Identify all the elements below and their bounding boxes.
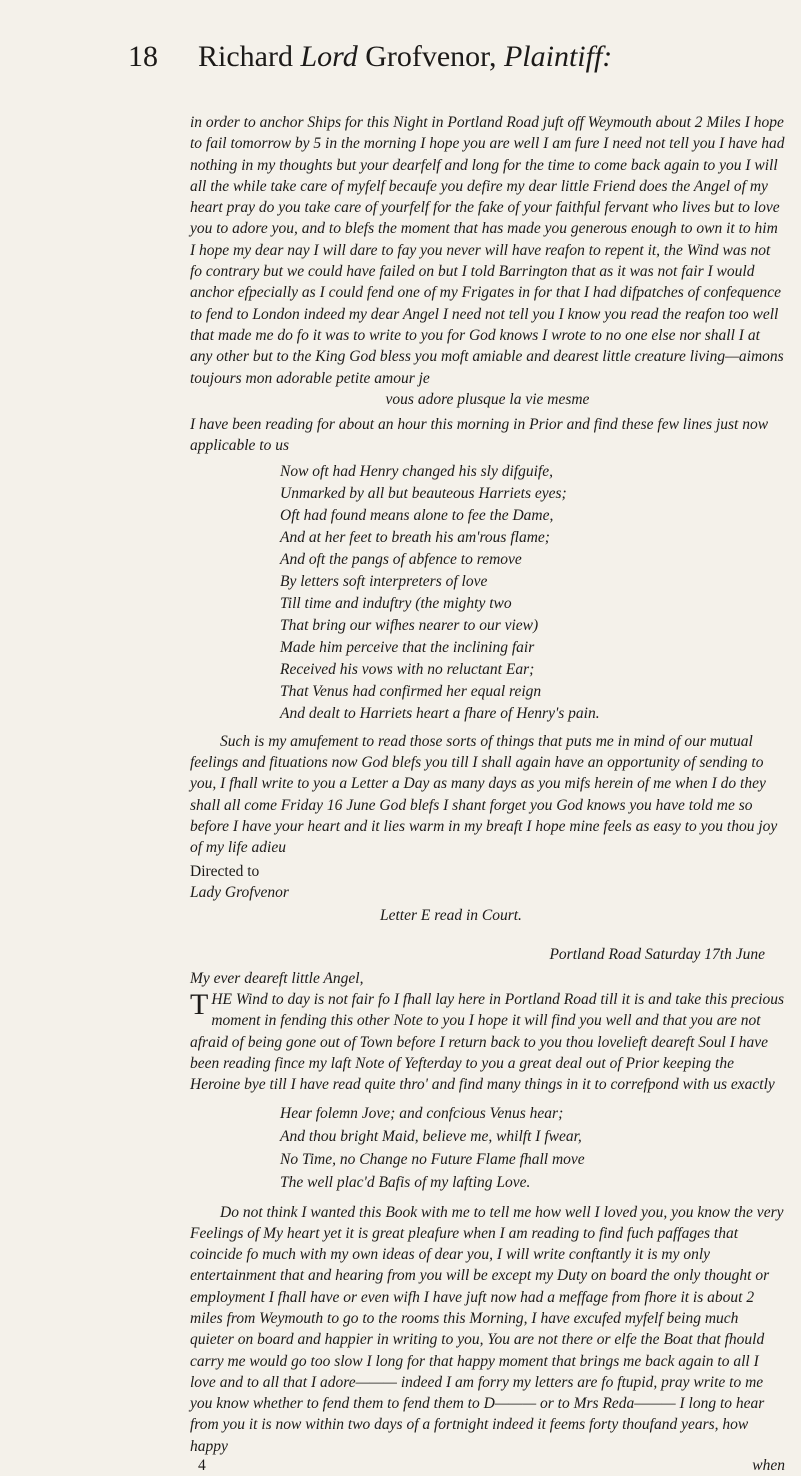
poem-line: That bring our wifhes nearer to our view): [280, 616, 539, 634]
prior-poem: [280, 461, 785, 725]
poem-line: Unmarked by all but beauteous Harriets eyes;: [280, 484, 567, 502]
poem-line: And oft the pangs of abfence to remove: [280, 550, 522, 568]
french-line: vous adore plusque la vie mesme: [385, 390, 590, 408]
drop-cap: T: [190, 988, 209, 1022]
page-body: [190, 112, 785, 1476]
letter-one-intro-poem: I have been reading for about an hour this morning in Prior and find these few lines just now applicable to us: [190, 416, 769, 455]
poem-line: The well plac'd Bafis of my lafting Love.: [280, 1173, 531, 1191]
dateline: Portland Road Saturday 17th June: [549, 946, 765, 964]
letter-one-closing: Such is my amufement to read those sorts of things that puts me in mind of our mutual feelings and fituations now God blefs you till I shall again have an opportunity of sending to you, I fhall write to you a Letter a Day as many days as you mifs herein of me when I do they shall all come Friday 16 June God blefs I shant forget you God knows you have told me so before I have your heart and it lies warm in my breaft I hope mine feels as easy to you thou joy of my life adieu: [190, 732, 778, 857]
page-footer: [190, 1455, 785, 1476]
letter-e-paragraph-text: HE Wind to day is not fair fo I fhall lay here in Portland Road till it is and take this precious moment in fending this other Note to you I hope it will find you well and that you are not afraid of being gone out of Town before I return back to you thou lovelieft deareft Soul I have been reading fince my laft Note of Yefterday to you a great deal out of Prior keeping the Heroine bye till I have read quite thro' and find many things in it to correfpond with us exactly: [190, 991, 785, 1094]
poem-line: Till time and induftry (the mighty two: [280, 594, 512, 612]
letter-e-paragraph: [190, 989, 785, 1095]
running-head-name: Grofvenor,: [357, 40, 504, 73]
running-head-plaintiff: Plaintiff:: [503, 40, 613, 73]
poem-line: Hear folemn Jove; and confcious Venus hear;: [280, 1104, 564, 1122]
poem-line: And thou bright Maid, believe me, whilft I fwear,: [280, 1127, 582, 1145]
page-number: 18: [128, 40, 158, 73]
signature-mark: 4: [198, 1457, 206, 1475]
letter-e-paragraph-two: Do not think I wanted this Book with me to tell me how well I loved you, you know the very Feelings of My heart yet it is great pleafure when I am reading to find fuch paffages that coincide fo much with my own ideas of dear you, I will write conftantly it is my only entertainment that and hearing from you will be except my Duty on board the only thought or employment I fhall have or even wifh I have juft now had a meffage from fhore it is about 2 miles from Weymouth to go to the rooms this Morning, I have excufed myfelf being much quieter on board and happier in writing to you, You are not there or elfe the Boat that fhould carry me would go too slow I long for that happy moment that brings me back again to all I love and to all that I adore——— indeed I am forry my letters are fo ftupid, pray write to me you know whether to fend them to fend them to D——— or to Mrs Reda——— I long to hear from you it is now within two days of a fortnight indeed it feems forty thoufand years, how happy: [190, 1203, 784, 1455]
salutation: My ever deareft little Angel,: [190, 969, 364, 987]
running-header: [128, 40, 768, 74]
catchword: when: [752, 1457, 785, 1475]
poem-line: No Time, no Change no Future Flame fhall move: [280, 1150, 585, 1168]
jove-poem: [280, 1102, 785, 1194]
directed-label: Directed to: [190, 862, 260, 880]
poem-line: Now oft had Henry changed his sly difguife,: [280, 462, 553, 480]
poem-line: By letters soft interpreters of love: [280, 572, 488, 590]
directed-name: Lady Grofvenor: [190, 883, 289, 901]
poem-line: Received his vows with no reluctant Ear;: [280, 660, 535, 678]
poem-line: And at her feet to breath his am'rous flame;: [280, 528, 550, 546]
poem-line: That Venus had confirmed her equal reign: [280, 682, 542, 700]
running-head-lord: Lord: [300, 40, 358, 73]
letter-one-paragraph: in order to anchor Ships for this Night in Portland Road juft off Weymouth about 2 Miles I hope to fail tomorrow by 5 in the morning I hope you are well I am fure I need not tell you I have had nothing in my thoughts but your dearfelf and long for the time to come back again to you I will all the while take care of myfelf becaufe you defire my dear little Friend does the Angel of my heart pray do you take care of yourfelf for the fake of your faithful fervant who lives but to love you to adore you, and to blefs the moment that has made you generous enough to own it to him I hope my dear nay I will dare to fay you never will have reafon to repent it, the Wind was not fo contrary but we could have failed on but I told Barrington that as it was not fair I would anchor efpecially as I could fend one of my Frigates in for that I had difpatches of confequence to fend to London indeed my dear Angel I need not tell you I know you read the reafon too well that made me do fo it was to write to you for God knows I wrote to no one else nor shall I at any other but to the King God bless you moft amiable and dearest little creature living—aimons toujours mon adorable petite amour je: [190, 114, 785, 387]
poem-line: Oft had found means alone to fee the Dame,: [280, 506, 554, 524]
running-head-roman: Richard: [198, 40, 301, 73]
letter-e-heading: Letter E read in Court.: [380, 907, 522, 925]
poem-line: Made him perceive that the inclining fair: [280, 638, 535, 656]
poem-line: And dealt to Harriets heart a fhare of Henry's pain.: [280, 704, 600, 722]
